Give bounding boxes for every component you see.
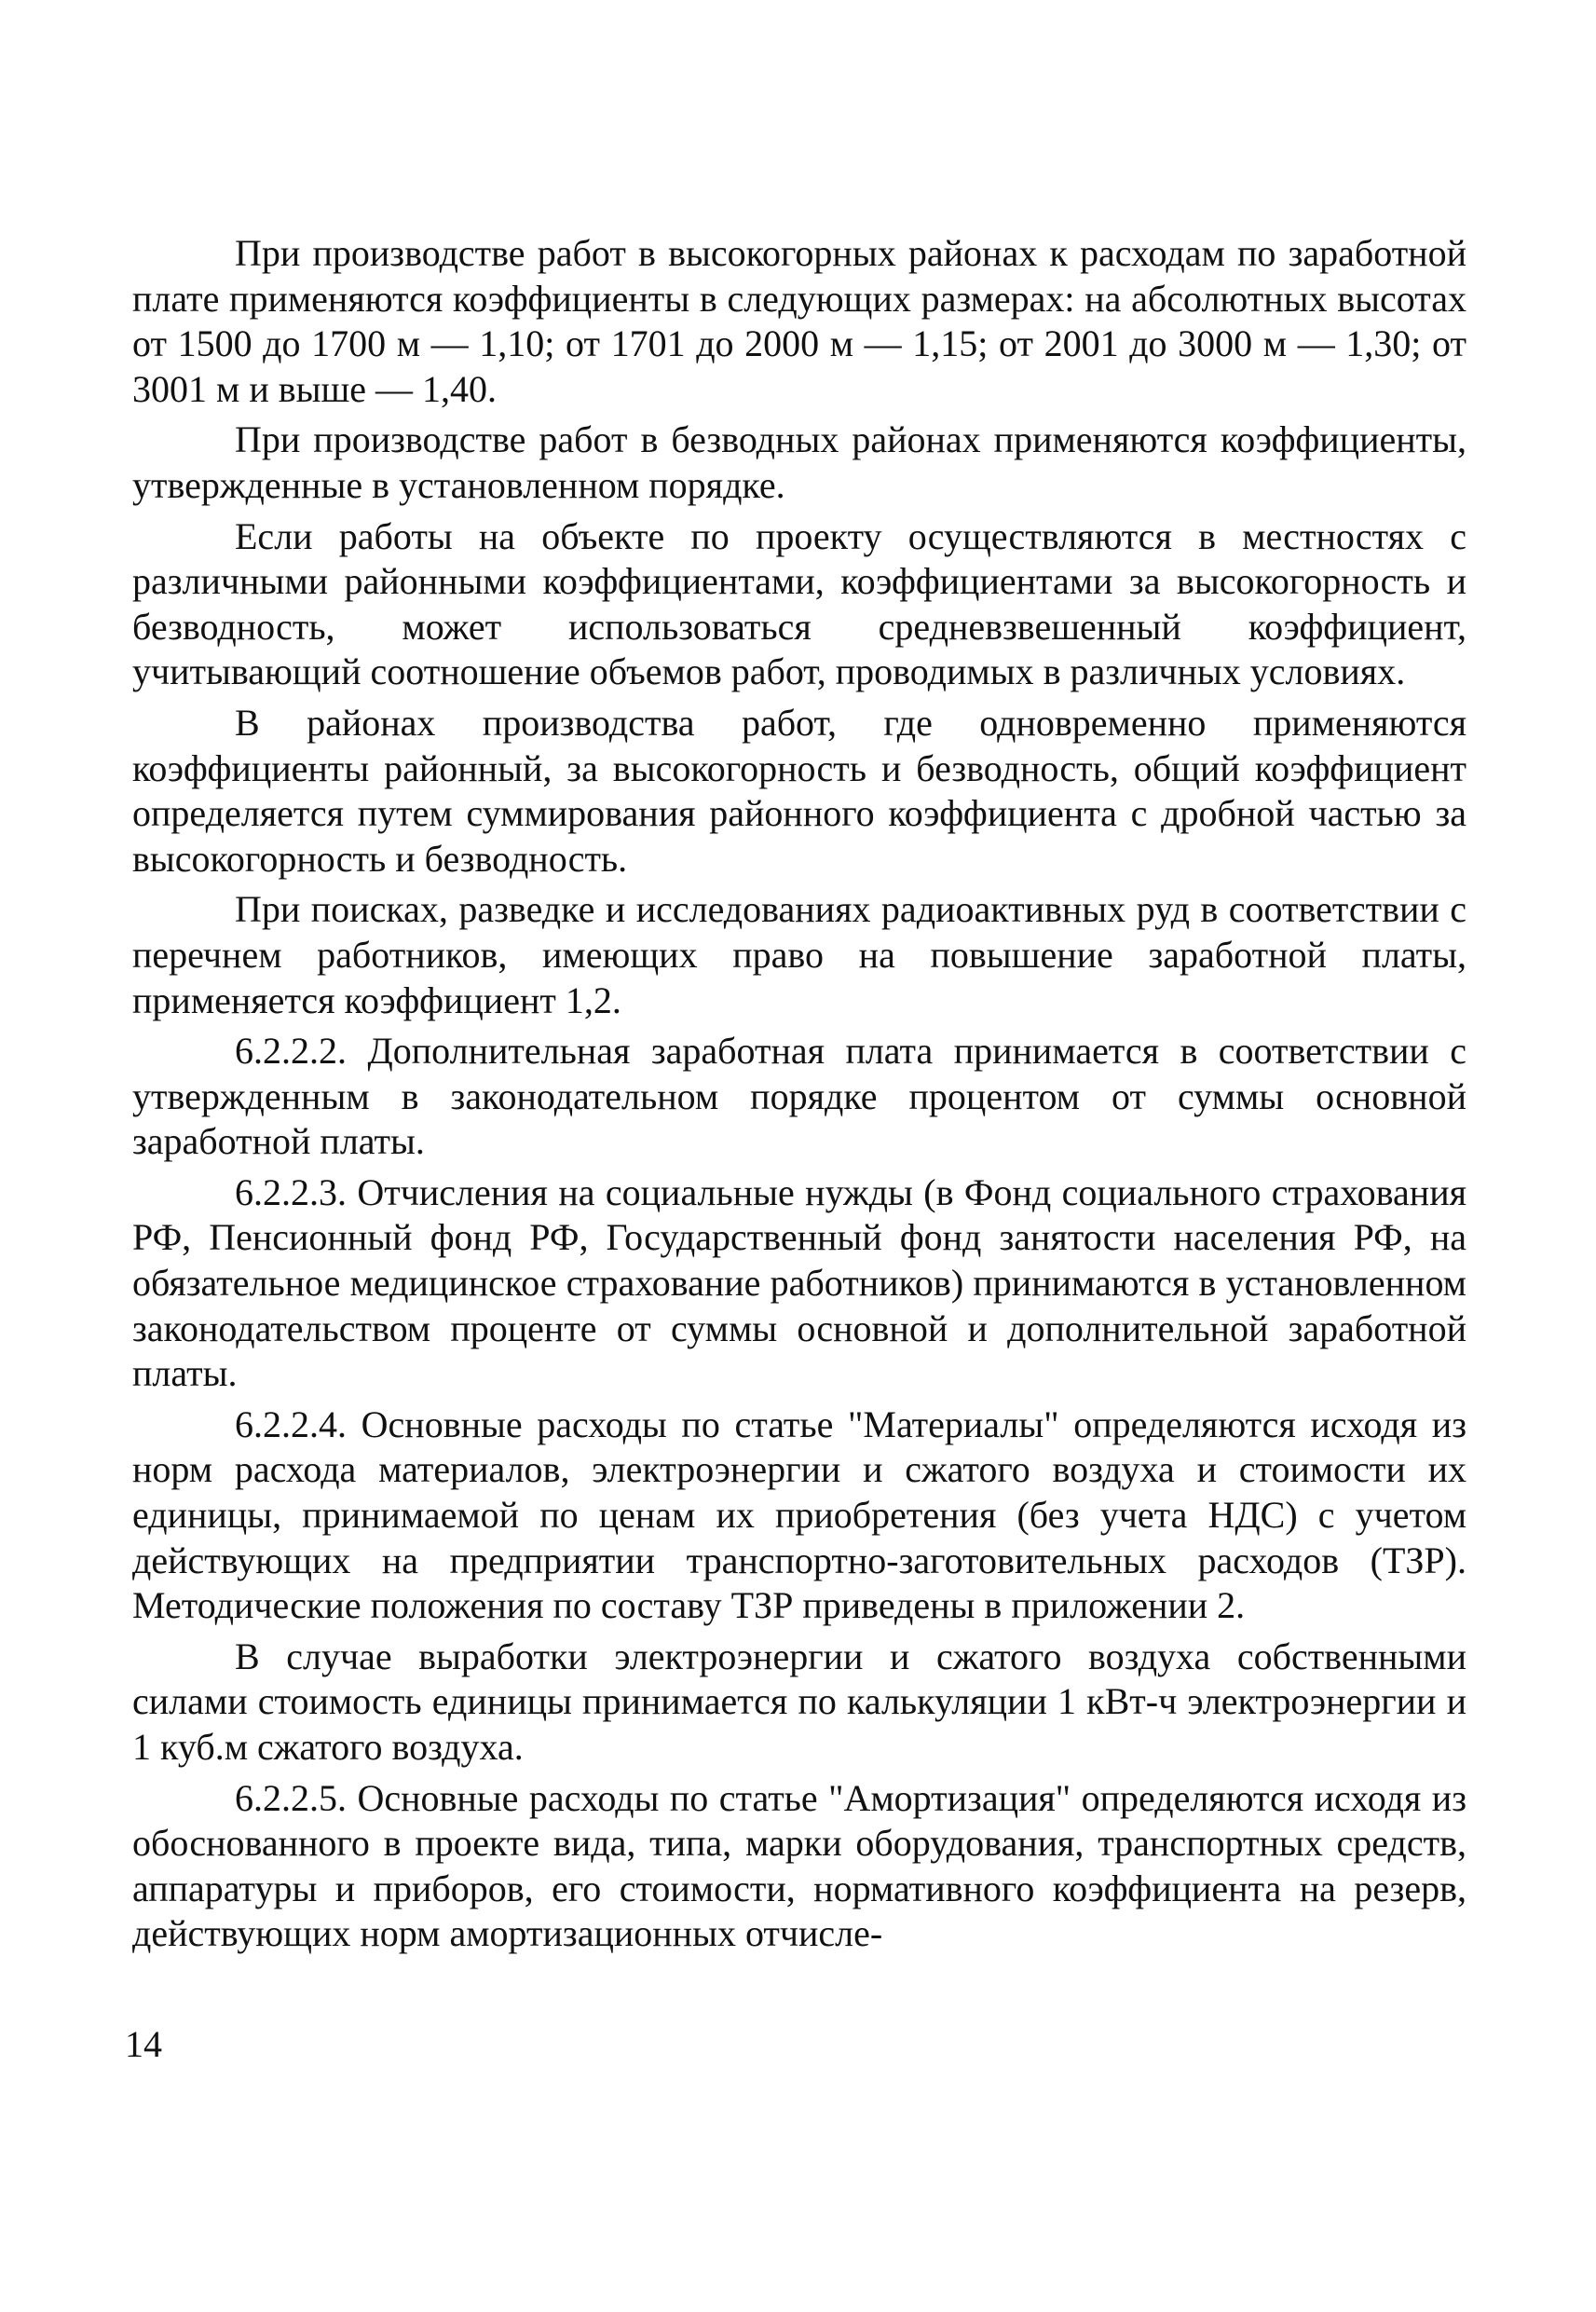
paragraph-highland-coefficients: При производстве работ в высокогорных районах к расходам по заработной плате применяются коэффициенты в следующих размерах: на абсолютных высотах от 1500 до 1700 м — 1,10; от 1701 до 2000 м — 1,15; от 2001 до 3000 м — 1,30; от 3001 м и выше — 1,40. (132, 232, 1466, 410)
paragraph-6-2-2-4: 6.2.2.4. Основные расходы по статье "Материалы" определяются исходя из норм расхода материалов, электроэнергии и сжатого воздуха и стоимости их единицы, принимаемой по ценам их приобретения (без учета НДС) с учетом действующих на предприятии транспортно-заготовительных расходов (ТЗР). Методические положения по составу ТЗР приведены в приложении 2. (132, 1402, 1466, 1627)
paragraph-radioactive-ores: При поисках, разведке и исследованиях радиоактивных руд в соответствии с перечнем работников, имеющих право на повышение заработной платы, применяется коэффициент 1,2. (132, 888, 1466, 1021)
paragraph-waterless-coefficients: При производстве работ в безводных районах применяются коэффициенты, утвержденные в установленном порядке. (132, 418, 1466, 506)
page-number: 14 (125, 2023, 162, 2065)
paragraph-6-2-2-3: 6.2.2.3. Отчисления на социальные нужды (в Фонд социального страхования РФ, Пенсионный фонд РФ, Государственный фонд занятости населения РФ, на обязательное медицинское страхование работников) принимаются в установленном законодательством проценте от суммы основной и дополнительной заработной платы. (132, 1170, 1466, 1395)
body-text (132, 231, 1466, 1957)
paragraph-own-generation: В случае выработки электроэнергии и сжатого воздуха собственными силами стоимость единицы принимается по калькуляции 1 кВт-ч электроэнергии и 1 куб.м сжатого воздуха. (132, 1635, 1466, 1768)
paragraph-weighted-coefficient: Если работы на объекте по проекту осуществляются в местностях с различными районными коэффициентами, коэффициентами за высокогорность и безводность, может использоваться средневзвешенный коэффициент, учитывающий соотношение объемов работ, проводимых в различных условиях. (132, 514, 1466, 693)
paragraph-6-2-2-2: 6.2.2.2. Дополнительная заработная плата принимается в соответствии с утвержденным в законодательном порядке процентом от суммы основной заработной платы. (132, 1030, 1466, 1163)
paragraph-combined-coefficient: В районах производства работ, где одновременно применяются коэффициенты районный, за высокогорность и безводность, общий коэффициент определяется путем суммирования районного коэффициента с дробной частью за высокогорность и безводность. (132, 701, 1466, 880)
paragraph-6-2-2-5: 6.2.2.5. Основные расходы по статье "Амортизация" определяются исходя из обоснованного в проекте вида, типа, марки оборудования, транспортных средств, аппаратуры и приборов, его стоимости, нормативного коэффициента на резерв, действующих норм амортизационных отчисле- (132, 1776, 1466, 1955)
